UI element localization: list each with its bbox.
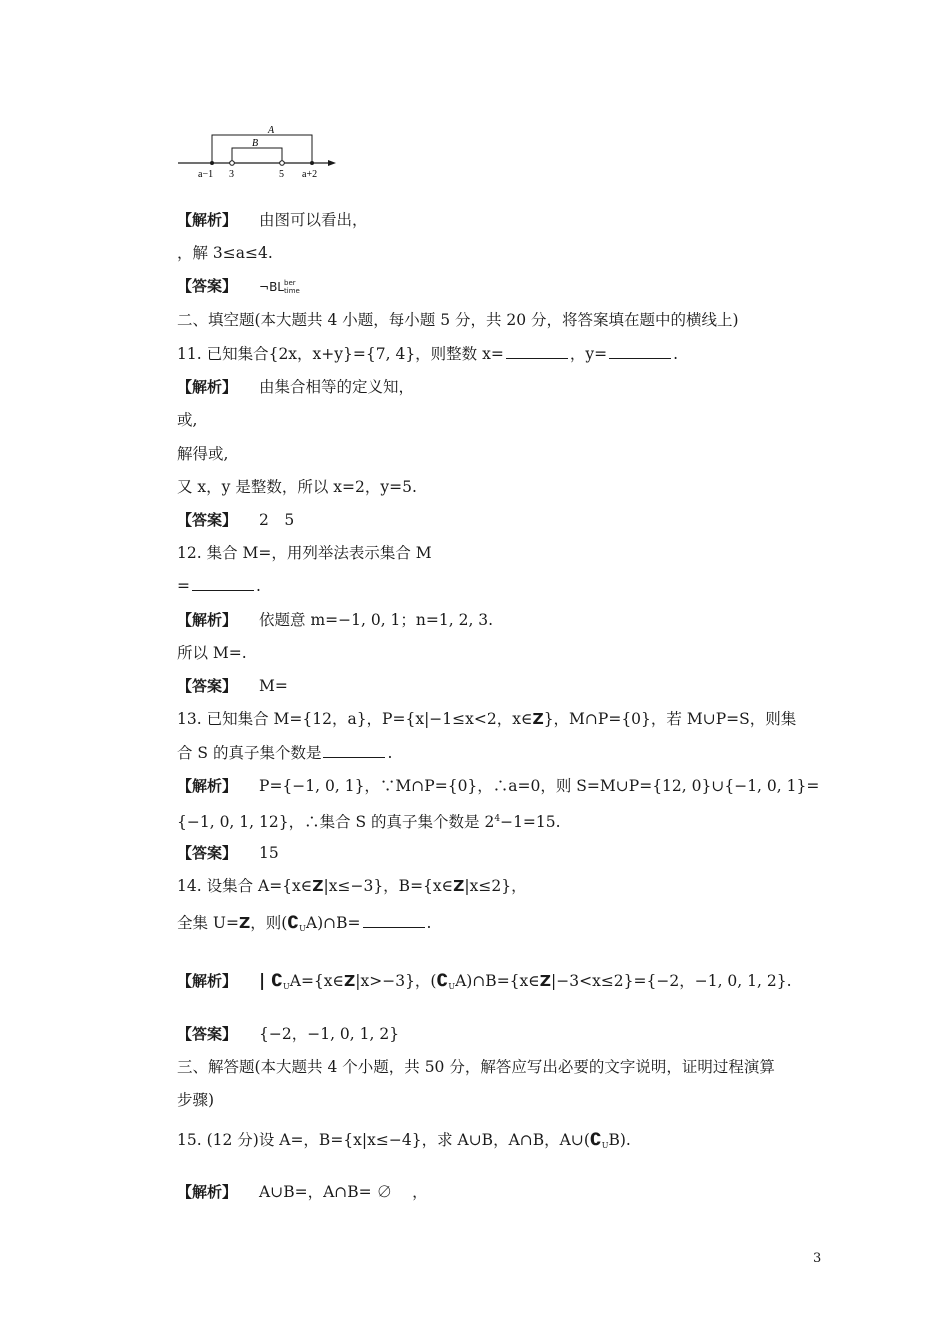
answer-line-10	[177, 276, 300, 297]
tick-a-plus-2: a+2	[302, 169, 318, 180]
number-line-diagram	[176, 124, 346, 182]
complement-icon: |	[259, 971, 272, 991]
section-3-heading-cont: 步骤)	[177, 1091, 215, 1109]
question-15: 15. (12 分)设 A=，B={x|x≤−4}，求 A∪B，A∩B，$A\cup(∁_UB)$.	[177, 1130, 631, 1150]
analysis-line-12: 【解析】 依题意 m=−1, 0, 1；n=1, 2, 3.	[177, 611, 494, 629]
complement-icon: ∁	[589, 1130, 602, 1150]
analysis-line-10: 【解析】 由图可以看出，	[177, 211, 368, 229]
empty-set-icon: ∅	[376, 1183, 393, 1201]
blank-q12	[192, 576, 254, 591]
analysis-line-15: 【解析】 A∪B=，A∩B= ∅ ，	[177, 1183, 428, 1201]
question-11: 11. 已知集合{2x，x+y}={7, 4}，则整数 x= ，y= .	[177, 345, 679, 363]
page-number: 3	[813, 1251, 822, 1266]
solve-line-10: ，解 3≤a≤4.	[177, 244, 273, 262]
analysis-line-11: 【解析】 由集合相等的定义知，	[177, 378, 415, 396]
tick-5: 5	[279, 169, 284, 180]
blank-q11-x	[506, 344, 568, 359]
set-b-label: B	[252, 138, 259, 149]
section-2-heading: 二、填空题(本大题共 4 小题，每小题 5 分，共 20 分，将答案填在题中的横线上)	[177, 311, 739, 329]
tick-a-minus-1: a−1	[198, 169, 214, 180]
section-3-heading: 三、解答题(本大题共 4 个小题，共 50 分，解答应写出必要的文字说明，证明过程演算	[177, 1058, 775, 1076]
blank-q11-y	[609, 344, 671, 359]
question-12: 12. 集合 M=，用列举法表示集合 M	[177, 544, 432, 562]
analysis-line-13-cont: {−1, 0, 1, 12}，∴集合 S 的真子集个数是 $2^4-1=15$.	[177, 813, 561, 831]
blank-q13	[323, 743, 385, 758]
question-12-blank: = .	[177, 577, 261, 595]
answer-tag: 【答案】	[177, 277, 238, 295]
answer-line-11: 【答案】 2 5	[177, 511, 295, 529]
set-a-label: A	[268, 125, 275, 136]
or-line-11: 或,	[177, 411, 198, 429]
question-13: 13. 已知集合 M={12，a}，P={x|−1≤x<2，x∈Z}，M∩P={0}，若 M∪P=S，则集	[177, 710, 797, 728]
blank-q14	[363, 913, 425, 928]
so-line-12: 所以 M=.	[177, 644, 247, 662]
tick-3: 3	[229, 169, 234, 180]
analysis-line-14: 【解析】 | $∁_UA=\{x\in Z|x>-3\}$，$(∁_UA)\cap B=\{x\in Z|-3<x\le 2\}=\{-2$，−1, 0, 1, 2}.	[177, 971, 792, 991]
question-14-cont: 全集 U=Z，则$(∁_UA)\cap B=$ .	[177, 913, 432, 933]
complement-icon: ∁	[436, 971, 449, 991]
answer-line-12: 【答案】 M=	[177, 677, 288, 695]
complement-icon: ∁	[287, 913, 300, 933]
analysis-line-13: 【解析】 P={−1, 0, 1}，∵M∩P={0}，∴a=0，则 S=M∪P={12, 0}∪{−1, 0, 1}=	[177, 777, 820, 795]
solve-line-11: 解得或,	[177, 445, 229, 463]
question-14: 14. 设集合 A={x∈Z|x≤−3}，B={x∈Z|x≤2}，	[177, 877, 527, 895]
conclude-line-11: 又 x，y 是整数，所以 x=2，y=5.	[177, 478, 417, 496]
question-13-cont: 合 S 的真子集个数是 .	[177, 744, 393, 762]
answer-line-13: 【答案】 15	[177, 844, 279, 862]
answer-line-14: 【答案】 {−2，−1, 0, 1, 2}	[177, 1025, 400, 1043]
analysis-tag: 【解析】	[177, 211, 238, 229]
garbled-answer: ¬BLber time	[259, 279, 300, 295]
